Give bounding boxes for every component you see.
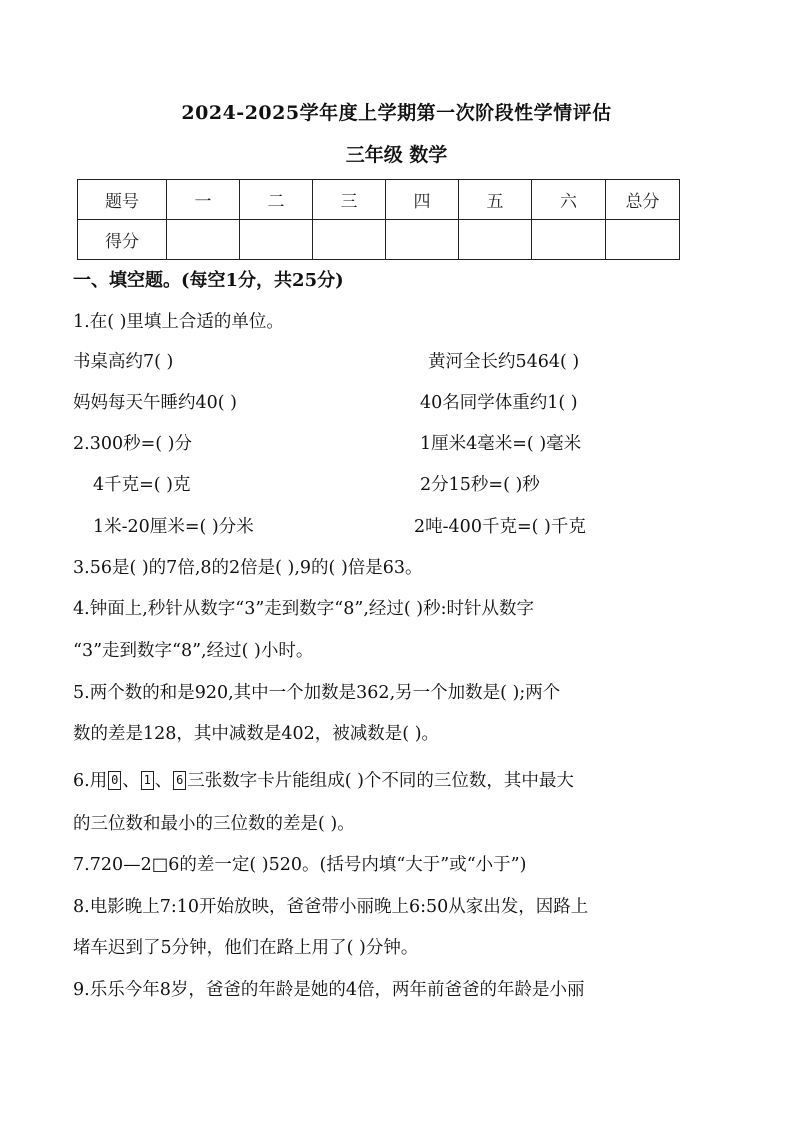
- exam-subtitle: 三年级 数学: [345, 144, 448, 166]
- question-3: 3.56是( )的7倍,8的2倍是( ),9的( )倍是63。: [73, 558, 423, 578]
- question-7: 7.720—2□6的差一定( )520。(括号内填“大于”或“小于”): [73, 855, 527, 875]
- question-5-line1: 5.两个数的和是920,其中一个加数是362,另一个加数是( );两个: [73, 683, 561, 703]
- digit-card-0: 0: [108, 771, 121, 790]
- table-cell: 五: [459, 180, 532, 220]
- table-cell: 总分: [606, 180, 680, 220]
- table-cell: 题号: [78, 180, 167, 220]
- score-cell: [386, 220, 459, 260]
- question-1-d: 40名同学体重约1( ): [420, 393, 578, 413]
- separator: 、: [154, 771, 173, 791]
- question-9-line1: 9.乐乐今年8岁，爸爸的年龄是她的4倍，两年前爸爸的年龄是小丽: [73, 980, 585, 1000]
- question-6-line1: [73, 769, 574, 793]
- question-6-prefix: 6.用: [73, 771, 108, 791]
- question-2-e: 1米-20厘米=( )分米: [93, 517, 254, 537]
- table-cell: 三: [313, 180, 386, 220]
- question-4-line1: 4.钟面上,秒针从数字“3”走到数字“8”,经过( )秒:时针从数字: [73, 599, 534, 619]
- question-4-line2: “3”走到数字“8”,经过( )小时。: [73, 641, 314, 661]
- table-cell: 一: [167, 180, 240, 220]
- table-cell: 四: [386, 180, 459, 220]
- score-cell: [240, 220, 313, 260]
- table-cell: 六: [532, 180, 606, 220]
- question-8-line2: 堵车迟到了5分钟，他们在路上用了( )分钟。: [73, 938, 419, 958]
- question-2-d: 2分15秒=( )秒: [420, 475, 540, 495]
- score-cell: [606, 220, 680, 260]
- score-cell: [167, 220, 240, 260]
- score-table-header-row: [78, 180, 680, 220]
- score-cell: [532, 220, 606, 260]
- digit-card-6: 6: [173, 771, 186, 790]
- exam-title: 2024-2025学年度上学期第一次阶段性学情评估: [181, 102, 612, 124]
- table-cell: 得分: [78, 220, 167, 260]
- separator: 、: [122, 771, 140, 791]
- question-1-a: 书桌高约7( ): [73, 352, 174, 372]
- question-2-b: 1厘米4毫米=( )毫米: [420, 434, 582, 454]
- question-5-line2: 数的差是128，其中减数是402，被减数是( )。: [73, 724, 440, 744]
- question-6-rest: 三张数字卡片能组成( )个不同的三位数，其中最大: [187, 771, 574, 791]
- score-cell: [313, 220, 386, 260]
- question-8-line1: 8.电影晚上7:10开始放映，爸爸带小丽晚上6:50从家出发，因路上: [73, 897, 589, 917]
- question-1-title: 1.在( )里填上合适的单位。: [73, 312, 284, 332]
- question-1-c: 妈妈每天午睡约40( ): [73, 393, 237, 413]
- question-2-a: 2.300秒=( )分: [73, 434, 192, 454]
- section-heading: 一、填空题。(每空1分，共25分): [73, 270, 344, 291]
- question-6-line2: 的三位数和最小的三位数的差是( )。: [73, 814, 355, 834]
- score-table-score-row: [78, 220, 680, 260]
- digit-card-1: 1: [141, 771, 154, 790]
- question-1-b: 黄河全长约5464( ): [428, 352, 580, 372]
- table-cell: 二: [240, 180, 313, 220]
- score-cell: [459, 220, 532, 260]
- question-2-c: 4千克=( )克: [93, 475, 191, 495]
- question-2-f: 2吨-400千克=( )千克: [414, 517, 586, 537]
- score-table: [77, 179, 680, 260]
